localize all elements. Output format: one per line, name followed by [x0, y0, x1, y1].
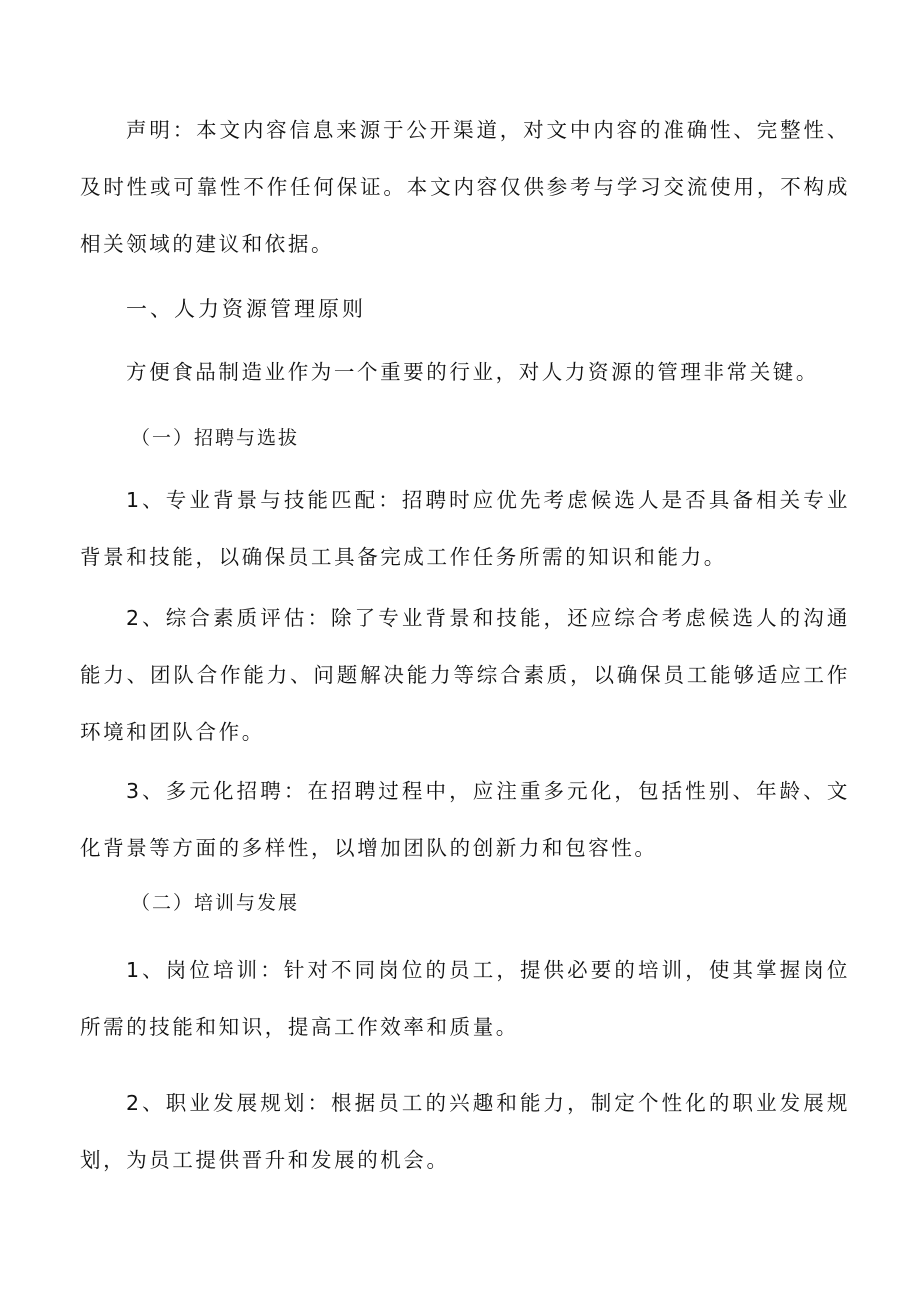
training-item-1: 1、岗位培训：针对不同岗位的员工，提供必要的培训，使其掌握岗位所需的技能和知识，提高工作效率和质量。 [80, 958, 850, 1039]
section-title: 一、人力资源管理原则 [126, 297, 366, 321]
disclaimer-paragraph: 声明：本文内容信息来源于公开渠道，对文中内容的准确性、完整性、及时性或可靠性不作任何保证。本文内容仅供参考与学习交流使用，不构成相关领域的建议和依据。 [80, 118, 850, 256]
recruitment-item-1: 1、专业背景与技能匹配：招聘时应优先考虑候选人是否具备相关专业背景和技能，以确保员工具备完成工作任务所需的知识和能力。 [80, 488, 850, 569]
subsection-2-title: （二）培训与发展 [131, 892, 300, 914]
subsection-1-title: （一）招聘与选拔 [131, 427, 300, 449]
recruitment-item-2: 2、综合素质评估：除了专业背景和技能，还应综合考虑候选人的沟通能力、团队合作能力、问题解决能力等综合素质，以确保员工能够适应工作环境和团队合作。 [80, 606, 850, 744]
recruitment-item-3: 3、多元化招聘：在招聘过程中，应注重多元化，包括性别、年龄、文化背景等方面的多样性，以增加团队的创新力和包容性。 [80, 779, 850, 860]
intro-paragraph: 方便食品制造业作为一个重要的行业，对人力资源的管理非常关键。 [126, 360, 819, 384]
training-item-2: 2、职业发展规划：根据员工的兴趣和能力，制定个性化的职业发展规划，为员工提供晋升和发展的机会。 [80, 1091, 850, 1172]
